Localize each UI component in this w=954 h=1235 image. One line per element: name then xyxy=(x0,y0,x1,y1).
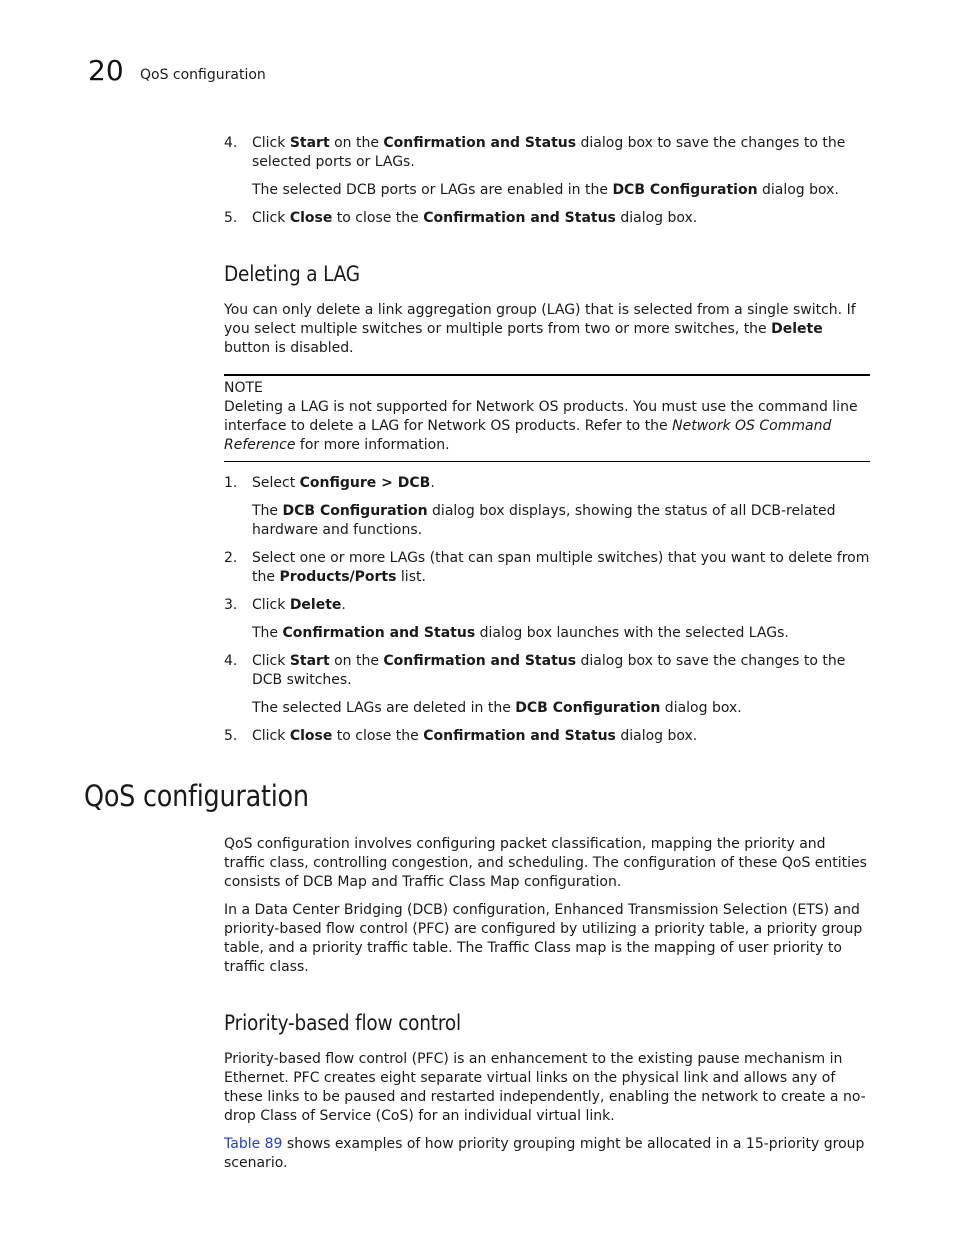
text: on the xyxy=(329,135,384,151)
delete-step-3 xyxy=(224,596,870,615)
delete-step-5 xyxy=(224,727,870,746)
pfc-paragraph-1: Priority-based flow control (PFC) is an enhancement to the existing pause mechanism in Ethernet. PFC creates eight separate virtual links on the physical link and allows any of these links to be paused and restarted independently, enabling the network to create a no-drop Class of Service (CoS) for an individual virtual link. xyxy=(224,1051,866,1124)
text: dialog box displays, showing the status of all DCB-related hardware and functions. xyxy=(252,503,836,538)
ui-term: Confirmation and Status xyxy=(423,728,616,744)
step-number: 5. xyxy=(224,210,238,226)
text: Select xyxy=(252,475,300,491)
step-number: 4. xyxy=(224,653,238,669)
ui-term: Delete xyxy=(289,597,342,613)
ui-term: DCB Configuration xyxy=(282,503,428,519)
text: on the xyxy=(329,653,384,669)
delete-step-4 xyxy=(224,652,870,690)
text: list. xyxy=(396,569,426,585)
note-body xyxy=(224,398,870,455)
text: Click xyxy=(252,210,290,226)
step-number: 1. xyxy=(224,475,238,491)
note-box xyxy=(224,374,870,462)
text: Click xyxy=(252,597,290,613)
step-number: 5. xyxy=(224,728,238,744)
text: . xyxy=(430,475,435,491)
text: to close the xyxy=(332,210,424,226)
ui-term: Confirmation and Status xyxy=(423,210,616,226)
text: The xyxy=(252,503,283,519)
ui-term: Close xyxy=(289,210,333,226)
step-number: 4. xyxy=(224,135,238,151)
ui-term: Start xyxy=(289,653,330,669)
heading-priority-based-flow-control: Priority-based flow control xyxy=(224,1011,462,1035)
chapter-number: 20 xyxy=(88,54,124,87)
text: dialog box launches with the selected LAGs. xyxy=(475,625,789,641)
chapter-title: QoS configuration xyxy=(140,67,266,83)
delete-step-3-result xyxy=(224,624,870,643)
text: The selected DCB ports or LAGs are enabled in the xyxy=(252,182,613,198)
main-content xyxy=(84,134,870,1182)
text: Click xyxy=(252,728,290,744)
ui-term: Start xyxy=(289,135,330,151)
text: Click xyxy=(252,653,290,669)
text: dialog box to save the changes to the selected ports or LAGs. xyxy=(252,135,846,170)
ui-term: Close xyxy=(289,728,333,744)
table-89-link[interactable]: Table 89 xyxy=(224,1136,283,1152)
text: to close the xyxy=(332,728,424,744)
qos-paragraph-1: QoS configuration involves configuring packet classification, mapping the priority and traffic class, controlling congestion, and scheduling. The configuration of these QoS entities consists of DCB Map and Traffic Class Map configuration. xyxy=(224,836,867,890)
text: The xyxy=(252,625,283,641)
text: dialog box to save the changes to the DCB switches. xyxy=(252,653,846,688)
text: shows examples of how priority grouping might be allocated in a 15-priority group scenario. xyxy=(224,1136,865,1171)
step-5-close xyxy=(224,209,870,228)
ui-term: Confirmation and Status xyxy=(282,625,476,641)
text: You can only delete a link aggregation group (LAG) that is selected from a single switch. If you select multiple switches or multiple ports from two or more switches, the xyxy=(224,302,856,337)
heading-deleting-a-lag: Deleting a LAG xyxy=(224,262,360,286)
ui-term: DCB Configuration xyxy=(612,182,758,198)
note-title: NOTE xyxy=(224,380,263,396)
ui-term: Configure > DCB xyxy=(299,475,431,491)
step-number: 3. xyxy=(224,597,238,613)
reference-title: Network OS Command Reference xyxy=(224,418,832,453)
step-4-result xyxy=(224,181,870,200)
ui-term: Products/Ports xyxy=(279,569,397,585)
heading-qos-configuration: QoS configuration xyxy=(84,779,309,813)
text: Click xyxy=(252,135,290,151)
text: Select one or more LAGs (that can span multiple switches) that you want to delete from the xyxy=(252,550,870,585)
qos-paragraph-2: In a Data Center Bridging (DCB) configuration, Enhanced Transmission Selection (ETS) and priority-based flow control (PFC) are configured by utilizing a priority table, a priority group table, and a priority traffic table. The Traffic Class map is the mapping of user priority to traffic class. xyxy=(224,902,863,975)
pfc-paragraph-2 xyxy=(224,1135,870,1173)
delete-step-4-result xyxy=(224,699,870,718)
deleting-intro xyxy=(224,301,870,358)
text: button is disabled. xyxy=(224,340,354,356)
step-4-enable xyxy=(224,134,870,172)
text: . xyxy=(341,597,346,613)
ui-term: DCB Configuration xyxy=(515,700,661,716)
step-number: 2. xyxy=(224,550,238,566)
text: dialog box. xyxy=(757,182,839,198)
text: dialog box. xyxy=(615,728,698,744)
text: for more information. xyxy=(295,437,450,453)
text: The selected LAGs are deleted in the xyxy=(252,700,516,716)
delete-step-2 xyxy=(224,549,870,587)
text: Deleting a LAG is not supported for Network OS products. You must use the command line interface to delete a LAG for Network OS products. Refer to the xyxy=(224,399,858,434)
ui-term: Confirmation and Status xyxy=(383,653,577,669)
ui-term: Delete xyxy=(771,321,823,337)
text: dialog box. xyxy=(615,210,698,226)
delete-step-1 xyxy=(224,474,870,493)
delete-step-1-result xyxy=(224,502,870,540)
ui-term: Confirmation and Status xyxy=(383,135,577,151)
text: dialog box. xyxy=(660,700,742,716)
